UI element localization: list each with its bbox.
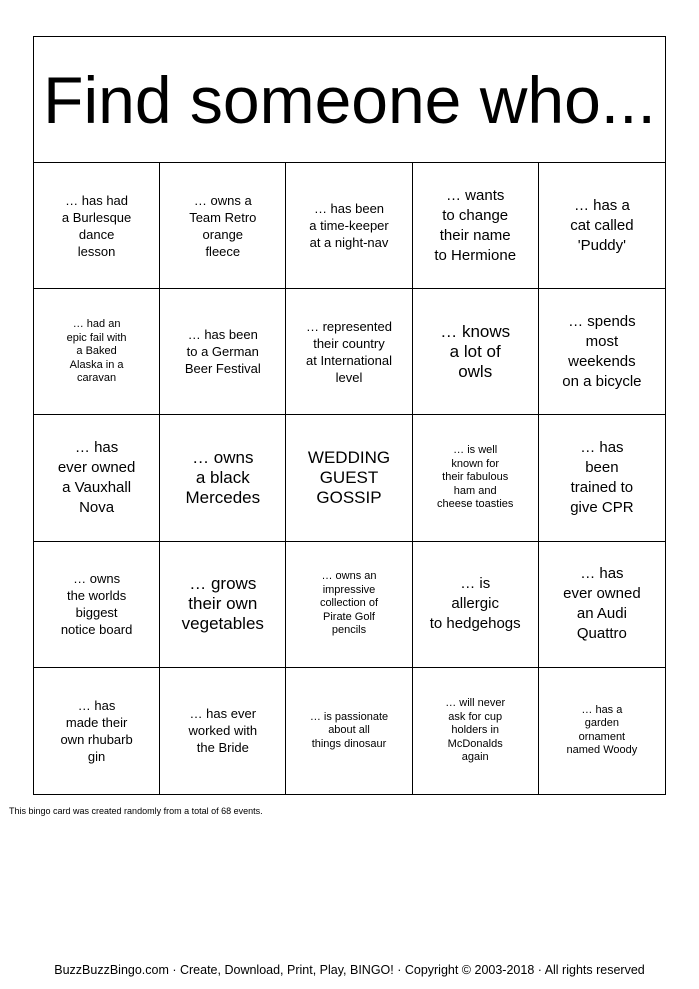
- cell-text: … wants to change their name to Hermione: [434, 186, 517, 264]
- bingo-cell: [539, 542, 665, 668]
- bingo-cell: [286, 415, 412, 541]
- cell-text: … has ever worked with the Bride: [188, 706, 258, 756]
- bingo-cell: [413, 668, 539, 794]
- bingo-cell: [413, 289, 539, 415]
- cell-text: … will never ask for cup holders in McDonalds again: [445, 697, 506, 764]
- bingo-cell: [539, 668, 665, 794]
- cell-text: … has a cat called 'Puddy': [570, 196, 634, 254]
- bingo-cell: [34, 289, 160, 415]
- cell-text: … has made their own rhubarb gin: [60, 697, 133, 764]
- cell-text: … spends most weekends on a bicycle: [562, 312, 642, 390]
- bingo-cell: [286, 668, 412, 794]
- cell-text: … has a garden ornament named Woody: [566, 703, 638, 757]
- bingo-cell: [539, 415, 665, 541]
- cell-text: … represented their country at International level: [305, 318, 392, 385]
- bingo-cell: [160, 415, 286, 541]
- bingo-cell: [286, 289, 412, 415]
- cell-text: … owns an impressive collection of Pirate Golf pencils: [319, 570, 379, 637]
- bingo-cell: [413, 542, 539, 668]
- cell-text: … has been trained to give CPR: [570, 438, 634, 516]
- cell-text: … has been to a German Beer Festival: [184, 327, 261, 377]
- bingo-cell: [160, 289, 286, 415]
- bingo-cell: [413, 415, 539, 541]
- bingo-cell: [413, 163, 539, 289]
- cell-text: … had an epic fail with a Baked Alaska in a caravan: [66, 318, 127, 385]
- bingo-cell: [34, 542, 160, 668]
- cell-text: … owns the worlds biggest notice board: [60, 571, 133, 638]
- bingo-cell: [160, 668, 286, 794]
- bingo-cell: [160, 542, 286, 668]
- cell-text: … has been a time-keeper at a night-nav: [309, 201, 389, 251]
- bingo-cell: [34, 668, 160, 794]
- title-row: [34, 37, 665, 163]
- bingo-cell: [286, 542, 412, 668]
- cell-text: … has ever owned a Vauxhall Nova: [57, 438, 136, 516]
- cell-text: … is allergic to hedgehogs: [429, 575, 521, 633]
- bingo-grid: [34, 163, 665, 794]
- cell-text: … owns a Team Retro orange fleece: [189, 192, 257, 259]
- bingo-cell: [286, 163, 412, 289]
- bingo-cell: [539, 289, 665, 415]
- cell-text: … is well known for their fabulous ham and cheese toasties: [436, 444, 514, 511]
- bingo-cell: [539, 163, 665, 289]
- cell-text: … knows a lot of owls: [440, 321, 511, 381]
- cell-text: … has had a Burlesque dance lesson: [61, 192, 132, 259]
- generation-note: This bingo card was created randomly from a total of 68 events.: [9, 806, 263, 816]
- cell-text: … has ever owned an Audi Quattro: [563, 565, 641, 643]
- cell-text: … is passionate about all things dinosaur: [309, 710, 389, 750]
- bingo-cell: [34, 415, 160, 541]
- cell-text: WEDDING GUEST GOSSIP: [307, 447, 391, 507]
- bingo-card: [33, 36, 666, 795]
- card-title: Find someone who...: [43, 62, 656, 137]
- cell-text: … grows their own vegetables: [181, 574, 264, 634]
- bingo-cell: [160, 163, 286, 289]
- cell-text: … owns a black Mercedes: [185, 447, 261, 507]
- footer-text: BuzzBuzzBingo.com · Create, Download, Print, Play, BINGO! · Copyright © 2003-2018 · All rights reserved: [54, 963, 645, 977]
- bingo-cell: [34, 163, 160, 289]
